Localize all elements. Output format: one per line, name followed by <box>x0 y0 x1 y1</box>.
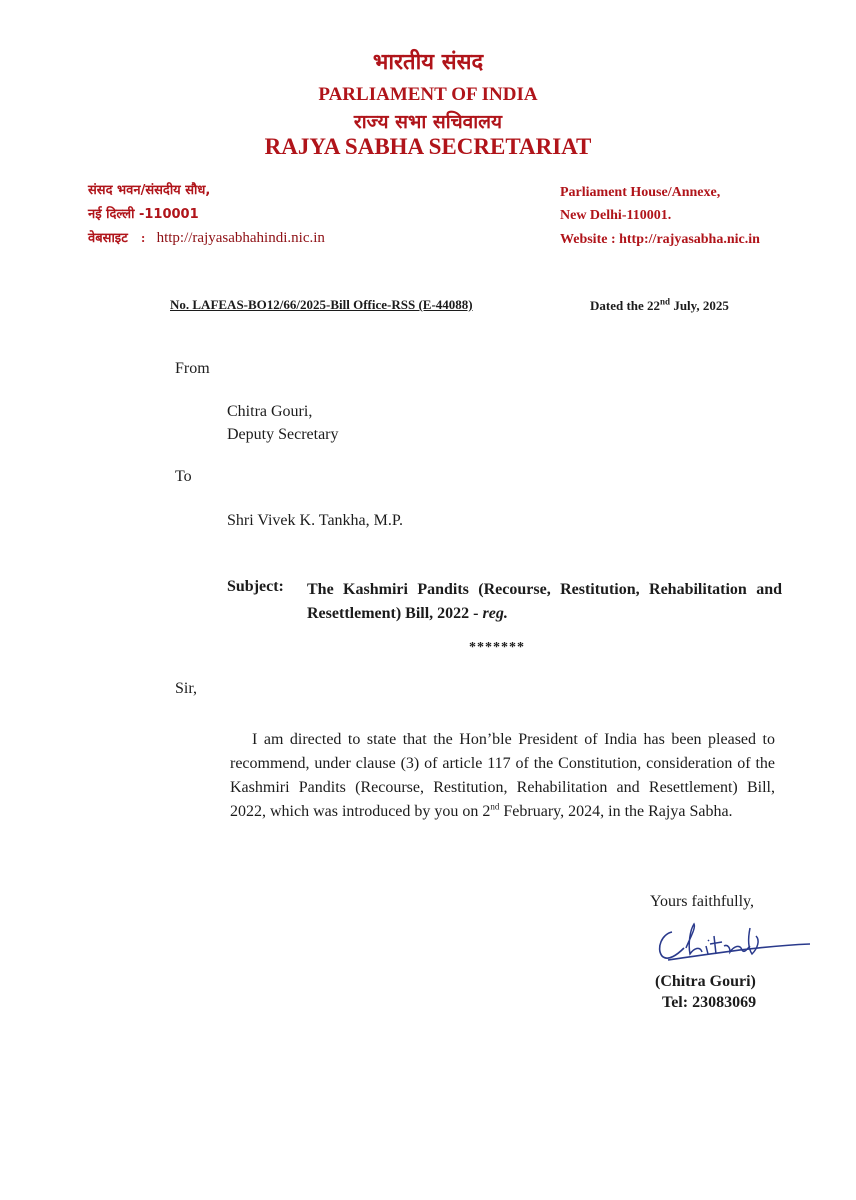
handwritten-signature <box>650 918 815 968</box>
letter-date: Dated the 22nd July, 2025 <box>590 296 729 313</box>
from-label: From <box>175 360 210 377</box>
letterhead-hindi-secretariat: राज्य सभा सचिवालय <box>353 111 503 133</box>
letterhead-parliament-of-india: PARLIAMENT OF INDIA <box>318 84 538 105</box>
letterhead-rajya-sabha-secretariat: RAJYA SABHA SECRETARIAT <box>264 134 592 159</box>
recipient-name: Shri Vivek K. Tankha, M.P. <box>227 512 403 529</box>
english-website[interactable]: Website : http://rajyasabha.nic.in <box>560 232 760 247</box>
subject-label: Subject: <box>227 578 284 595</box>
subject-text: The Kashmiri Pandits (Recourse, Restitution, Rehabilitation and Resettlement) Bill, 2022 - reg. <box>307 581 782 622</box>
hindi-address-line1: संसद भवन/संसदीय सौध, <box>88 183 211 198</box>
separator-asterisks: ******* <box>469 640 525 655</box>
signatory-name: (Chitra Gouri) <box>655 973 756 990</box>
hindi-address-line2: नई दिल्ली -110001 <box>88 207 199 222</box>
letterhead-hindi-parliament: भारतीय संसद <box>372 50 484 75</box>
signatory-telephone: Tel: 23083069 <box>662 994 757 1011</box>
hindi-website-url[interactable]: http://rajyasabhahindi.nic.in <box>156 230 325 246</box>
sender-designation: Deputy Secretary <box>227 426 339 443</box>
hindi-website-row <box>88 228 325 247</box>
hindi-website-separator: : <box>141 230 146 245</box>
valediction: Yours faithfully, <box>650 893 755 910</box>
body-paragraph: I am directed to state that the Hon’ble President of India has been pleased to recommend, under clause (3) of article 117 of the Constitution, consideration of the Kashmiri Pandits (Recourse, Restitution, Rehabilitation and Resettlement) Bill, 2022, which was introduced by you on 2nd February, 2024, in the Rajya Sabha. <box>230 731 775 820</box>
salutation: Sir, <box>175 680 198 697</box>
to-label: To <box>175 468 192 485</box>
subject-reg: reg. <box>482 605 508 622</box>
english-address-line1: Parliament House/Annexe, <box>560 185 721 200</box>
english-address-line2: New Delhi-110001. <box>560 208 672 223</box>
sender-name: Chitra Gouri, <box>227 403 313 420</box>
hindi-website-label: वेबसाइट <box>88 231 128 246</box>
reference-number: No. LAFEAS-BO12/66/2025-Bill Office-RSS (E-44088) <box>170 297 473 312</box>
